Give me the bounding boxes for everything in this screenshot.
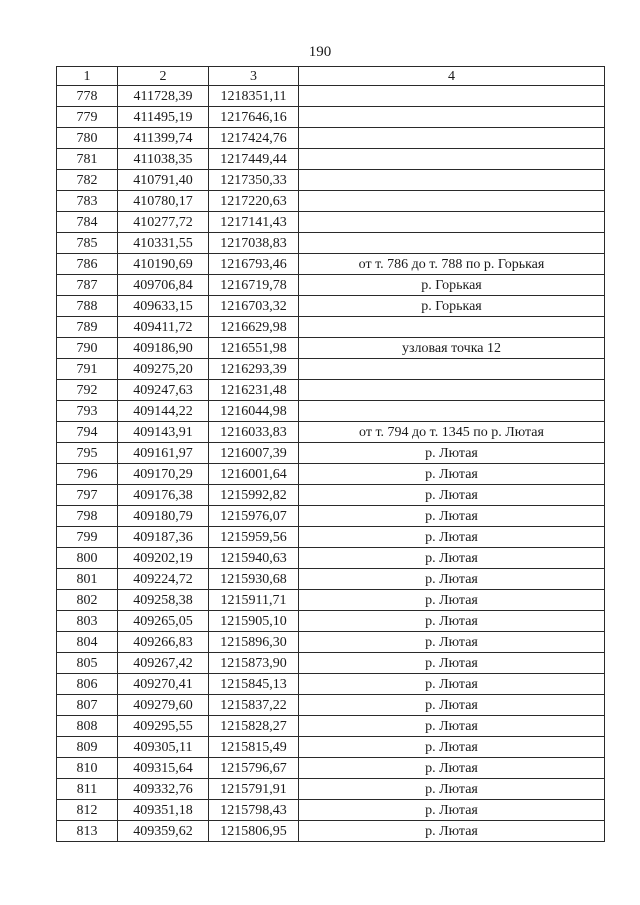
description-cell [299,191,605,212]
point-number-cell: 809 [57,737,118,758]
point-number-cell: 780 [57,128,118,149]
table-header [57,67,605,86]
point-number-cell: 788 [57,296,118,317]
y-coordinate-cell: 1215791,91 [209,779,299,800]
description-cell: от т. 786 до т. 788 по р. Горькая [299,254,605,275]
y-coordinate-cell: 1216629,98 [209,317,299,338]
header-row [57,67,605,86]
coordinates-table [56,66,605,842]
point-number-cell: 787 [57,275,118,296]
y-coordinate-cell: 1216033,83 [209,422,299,443]
point-number-cell: 797 [57,485,118,506]
point-number-cell: 794 [57,422,118,443]
description-cell: р. Лютая [299,443,605,464]
y-coordinate-cell: 1217350,33 [209,170,299,191]
x-coordinate-cell: 409332,76 [118,779,209,800]
point-number-cell: 801 [57,569,118,590]
x-coordinate-cell: 409202,19 [118,548,209,569]
table-row [57,443,605,464]
table-row [57,170,605,191]
description-cell: р. Лютая [299,527,605,548]
x-coordinate-cell: 409359,62 [118,821,209,842]
table-row [57,506,605,527]
x-coordinate-cell: 411038,35 [118,149,209,170]
y-coordinate-cell: 1216293,39 [209,359,299,380]
y-coordinate-cell: 1217220,63 [209,191,299,212]
y-coordinate-cell: 1215815,49 [209,737,299,758]
y-coordinate-cell: 1215940,63 [209,548,299,569]
y-coordinate-cell: 1218351,11 [209,86,299,107]
x-coordinate-cell: 409186,90 [118,338,209,359]
table-row [57,401,605,422]
x-coordinate-cell: 409144,22 [118,401,209,422]
point-number-cell: 805 [57,653,118,674]
x-coordinate-cell: 409270,41 [118,674,209,695]
y-coordinate-cell: 1215873,90 [209,653,299,674]
y-coordinate-cell: 1217646,16 [209,107,299,128]
x-coordinate-cell: 409411,72 [118,317,209,338]
description-cell [299,86,605,107]
point-number-cell: 799 [57,527,118,548]
point-number-cell: 793 [57,401,118,422]
table-row [57,800,605,821]
header-col-2: 2 [118,67,209,86]
point-number-cell: 791 [57,359,118,380]
description-cell: р. Лютая [299,590,605,611]
y-coordinate-cell: 1216703,32 [209,296,299,317]
point-number-cell: 782 [57,170,118,191]
y-coordinate-cell: 1215976,07 [209,506,299,527]
y-coordinate-cell: 1215905,10 [209,611,299,632]
x-coordinate-cell: 410780,17 [118,191,209,212]
table-row [57,317,605,338]
table-row [57,296,605,317]
description-cell: р. Лютая [299,674,605,695]
point-number-cell: 779 [57,107,118,128]
x-coordinate-cell: 409279,60 [118,695,209,716]
point-number-cell: 778 [57,86,118,107]
table-row [57,233,605,254]
table-row [57,149,605,170]
table-row [57,485,605,506]
y-coordinate-cell: 1215837,22 [209,695,299,716]
table-row [57,128,605,149]
x-coordinate-cell: 409143,91 [118,422,209,443]
x-coordinate-cell: 410791,40 [118,170,209,191]
x-coordinate-cell: 409224,72 [118,569,209,590]
description-cell: р. Лютая [299,695,605,716]
x-coordinate-cell: 409265,05 [118,611,209,632]
point-number-cell: 807 [57,695,118,716]
page-number: 190 [308,44,332,60]
table-row [57,674,605,695]
x-coordinate-cell: 410331,55 [118,233,209,254]
y-coordinate-cell: 1216231,48 [209,380,299,401]
y-coordinate-cell: 1216793,46 [209,254,299,275]
x-coordinate-cell: 409161,97 [118,443,209,464]
x-coordinate-cell: 409247,63 [118,380,209,401]
description-cell: р. Лютая [299,485,605,506]
table-row [57,548,605,569]
description-cell: р. Лютая [299,632,605,653]
y-coordinate-cell: 1217424,76 [209,128,299,149]
description-cell: р. Лютая [299,800,605,821]
header-col-3: 3 [209,67,299,86]
description-cell: р. Лютая [299,506,605,527]
x-coordinate-cell: 409258,38 [118,590,209,611]
x-coordinate-cell: 409275,20 [118,359,209,380]
description-cell: р. Горькая [299,296,605,317]
y-coordinate-cell: 1216551,98 [209,338,299,359]
table-row [57,653,605,674]
point-number-cell: 813 [57,821,118,842]
description-cell: узловая точка 12 [299,338,605,359]
x-coordinate-cell: 411399,74 [118,128,209,149]
description-cell: р. Лютая [299,716,605,737]
description-cell [299,128,605,149]
x-coordinate-cell: 409315,64 [118,758,209,779]
table-row [57,338,605,359]
point-number-cell: 798 [57,506,118,527]
point-number-cell: 804 [57,632,118,653]
table-row [57,779,605,800]
x-coordinate-cell: 409176,38 [118,485,209,506]
description-cell: р. Лютая [299,611,605,632]
table-row [57,359,605,380]
table-row [57,422,605,443]
x-coordinate-cell: 409706,84 [118,275,209,296]
point-number-cell: 792 [57,380,118,401]
description-cell: р. Лютая [299,548,605,569]
table-row [57,758,605,779]
table-body [57,86,605,842]
table-row [57,821,605,842]
table-row [57,737,605,758]
point-number-cell: 800 [57,548,118,569]
description-cell [299,233,605,254]
x-coordinate-cell: 410190,69 [118,254,209,275]
description-cell: р. Лютая [299,758,605,779]
point-number-cell: 808 [57,716,118,737]
y-coordinate-cell: 1215845,13 [209,674,299,695]
description-cell [299,212,605,233]
x-coordinate-cell: 409633,15 [118,296,209,317]
description-cell: р. Лютая [299,737,605,758]
header-col-4: 4 [299,67,605,86]
x-coordinate-cell: 409180,79 [118,506,209,527]
point-number-cell: 811 [57,779,118,800]
x-coordinate-cell: 409295,55 [118,716,209,737]
table-row [57,254,605,275]
description-cell [299,380,605,401]
x-coordinate-cell: 410277,72 [118,212,209,233]
description-cell: р. Лютая [299,779,605,800]
description-cell [299,170,605,191]
y-coordinate-cell: 1215911,71 [209,590,299,611]
point-number-cell: 786 [57,254,118,275]
table-row [57,611,605,632]
y-coordinate-cell: 1215806,95 [209,821,299,842]
y-coordinate-cell: 1215992,82 [209,485,299,506]
description-cell [299,107,605,128]
description-cell: р. Лютая [299,569,605,590]
x-coordinate-cell: 409267,42 [118,653,209,674]
y-coordinate-cell: 1216044,98 [209,401,299,422]
x-coordinate-cell: 411495,19 [118,107,209,128]
table-row [57,527,605,548]
table-row [57,716,605,737]
description-cell [299,317,605,338]
table-row [57,695,605,716]
x-coordinate-cell: 409305,11 [118,737,209,758]
x-coordinate-cell: 409187,36 [118,527,209,548]
point-number-cell: 803 [57,611,118,632]
y-coordinate-cell: 1217038,83 [209,233,299,254]
point-number-cell: 806 [57,674,118,695]
table-row [57,86,605,107]
description-cell: р. Горькая [299,275,605,296]
table-row [57,191,605,212]
point-number-cell: 784 [57,212,118,233]
point-number-cell: 789 [57,317,118,338]
point-number-cell: 790 [57,338,118,359]
point-number-cell: 810 [57,758,118,779]
y-coordinate-cell: 1217141,43 [209,212,299,233]
point-number-cell: 783 [57,191,118,212]
description-cell [299,401,605,422]
point-number-cell: 812 [57,800,118,821]
y-coordinate-cell: 1215896,30 [209,632,299,653]
x-coordinate-cell: 409266,83 [118,632,209,653]
y-coordinate-cell: 1215828,27 [209,716,299,737]
y-coordinate-cell: 1215796,67 [209,758,299,779]
table-row [57,632,605,653]
table-row [57,212,605,233]
point-number-cell: 785 [57,233,118,254]
table-row [57,380,605,401]
description-cell: от т. 794 до т. 1345 по р. Лютая [299,422,605,443]
table-row [57,590,605,611]
table-row [57,464,605,485]
y-coordinate-cell: 1215798,43 [209,800,299,821]
description-cell: р. Лютая [299,653,605,674]
header-col-1: 1 [57,67,118,86]
description-cell [299,359,605,380]
description-cell [299,149,605,170]
y-coordinate-cell: 1215930,68 [209,569,299,590]
y-coordinate-cell: 1216007,39 [209,443,299,464]
y-coordinate-cell: 1216001,64 [209,464,299,485]
table-row [57,107,605,128]
x-coordinate-cell: 411728,39 [118,86,209,107]
y-coordinate-cell: 1215959,56 [209,527,299,548]
table-row [57,275,605,296]
x-coordinate-cell: 409351,18 [118,800,209,821]
y-coordinate-cell: 1217449,44 [209,149,299,170]
table-row [57,569,605,590]
description-cell: р. Лютая [299,821,605,842]
description-cell: р. Лютая [299,464,605,485]
point-number-cell: 796 [57,464,118,485]
point-number-cell: 802 [57,590,118,611]
point-number-cell: 795 [57,443,118,464]
y-coordinate-cell: 1216719,78 [209,275,299,296]
point-number-cell: 781 [57,149,118,170]
x-coordinate-cell: 409170,29 [118,464,209,485]
